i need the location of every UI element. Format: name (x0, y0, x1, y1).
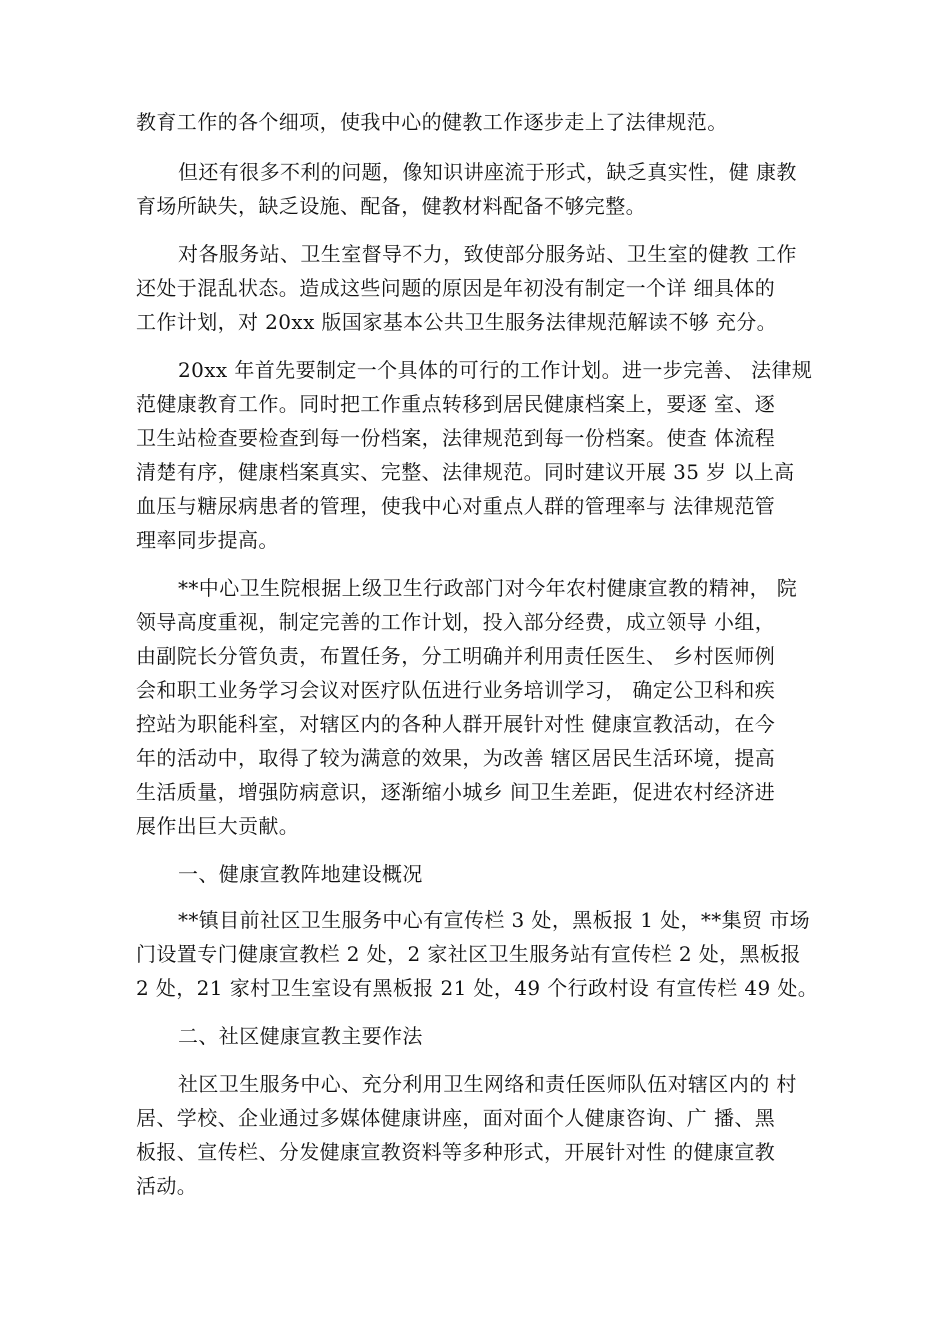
paragraph-1-line-1: 教育工作的各个细项，使我中心的健教工作逐步走上了法律规范。 (136, 110, 728, 134)
paragraph-5-line-5: 控站为职能科室，对辖区内的各种人群开展针对性 健康宣教活动，在今 (136, 712, 776, 736)
paragraph-3-line-2: 还处于混乱状态。造成这些问题的原因是年初没有制定一个详 细具体的 (136, 276, 776, 300)
paragraph-6-line-1: **镇目前社区卫生服务中心有宣传栏 3 处，黑板报 1 处，**集贸 市场 (178, 908, 811, 932)
paragraph-7-line-1: 社区卫生服务中心、充分利用卫生网络和责任医师队伍对辖区内的 村 (178, 1072, 797, 1096)
paragraph-2-line-1: 但还有很多不利的问题，像知识讲座流于形式，缺乏真实性，健 康教 (178, 160, 797, 184)
paragraph-6-line-3: 2 处，21 家村卫生室设有黑板报 21 处，49 个行政村设 有宣传栏 49 处。 (136, 976, 819, 1000)
paragraph-5-line-2: 领导高度重视，制定完善的工作计划，投入部分经费，成立领导 小组， (136, 610, 776, 634)
section-heading-1: 一、健康宣教阵地建设概况 (178, 862, 423, 886)
section-heading-2: 二、社区健康宣教主要作法 (178, 1024, 423, 1048)
paragraph-5-line-1: **中心卫生院根据上级卫生行政部门对今年农村健康宣教的精神， 院 (178, 576, 798, 600)
paragraph-2-line-2: 育场所缺失，缺乏设施、配备，健教材料配备不够完整。 (136, 194, 646, 218)
paragraph-4-line-2: 范健康教育工作。同时把工作重点转移到居民健康档案上，要逐 室、逐 (136, 392, 776, 416)
paragraph-5-line-8: 展作出巨大贡献。 (136, 814, 300, 838)
paragraph-5-line-4: 会和职工业务学习会议对医疗队伍进行业务培训学习， 确定公卫科和疾 (136, 678, 776, 702)
paragraph-6-line-2: 门设置专门健康宣教栏 2 处，2 家社区卫生服务站有宣传栏 2 处，黑板报 (136, 942, 801, 966)
paragraph-3-line-3: 工作计划，对 20xx 版国家基本公共卫生服务法律规范解读不够 充分。 (136, 310, 778, 334)
paragraph-7-line-2: 居、学校、企业通过多媒体健康讲座，面对面个人健康咨询、广 播、黑 (136, 1106, 776, 1130)
paragraph-5-line-7: 生活质量，增强防病意识，逐渐缩小城乡 间卫生差距，促进农村经济进 (136, 780, 776, 804)
paragraph-4-line-1: 20xx 年首先要制定一个具体的可行的工作计划。进一步完善、 法律规 (178, 358, 813, 382)
paragraph-7-line-4: 活动。 (136, 1174, 198, 1198)
paragraph-7-line-3: 板报、宣传栏、分发健康宣教资料等多种形式，开展针对性 的健康宣教 (136, 1140, 776, 1164)
paragraph-4-line-6: 理率同步提高。 (136, 528, 279, 552)
paragraph-4-line-5: 血压与糖尿病患者的管理，使我中心对重点人群的管理率与 法律规范管 (136, 494, 776, 518)
paragraph-3-line-1: 对各服务站、卫生室督导不力，致使部分服务站、卫生室的健教 工作 (178, 242, 797, 266)
paragraph-5-line-3: 由副院长分管负责，布置任务，分工明确并利用责任医生、 乡村医师例 (136, 644, 776, 668)
paragraph-4-line-4: 清楚有序，健康档案真实、完整、法律规范。同时建议开展 35 岁 以上高 (136, 460, 795, 484)
paragraph-4-line-3: 卫生站检查要检查到每一份档案，法律规范到每一份档案。使查 体流程 (136, 426, 776, 450)
paragraph-5-line-6: 年的活动中，取得了较为满意的效果，为改善 辖区居民生活环境，提高 (136, 746, 776, 770)
